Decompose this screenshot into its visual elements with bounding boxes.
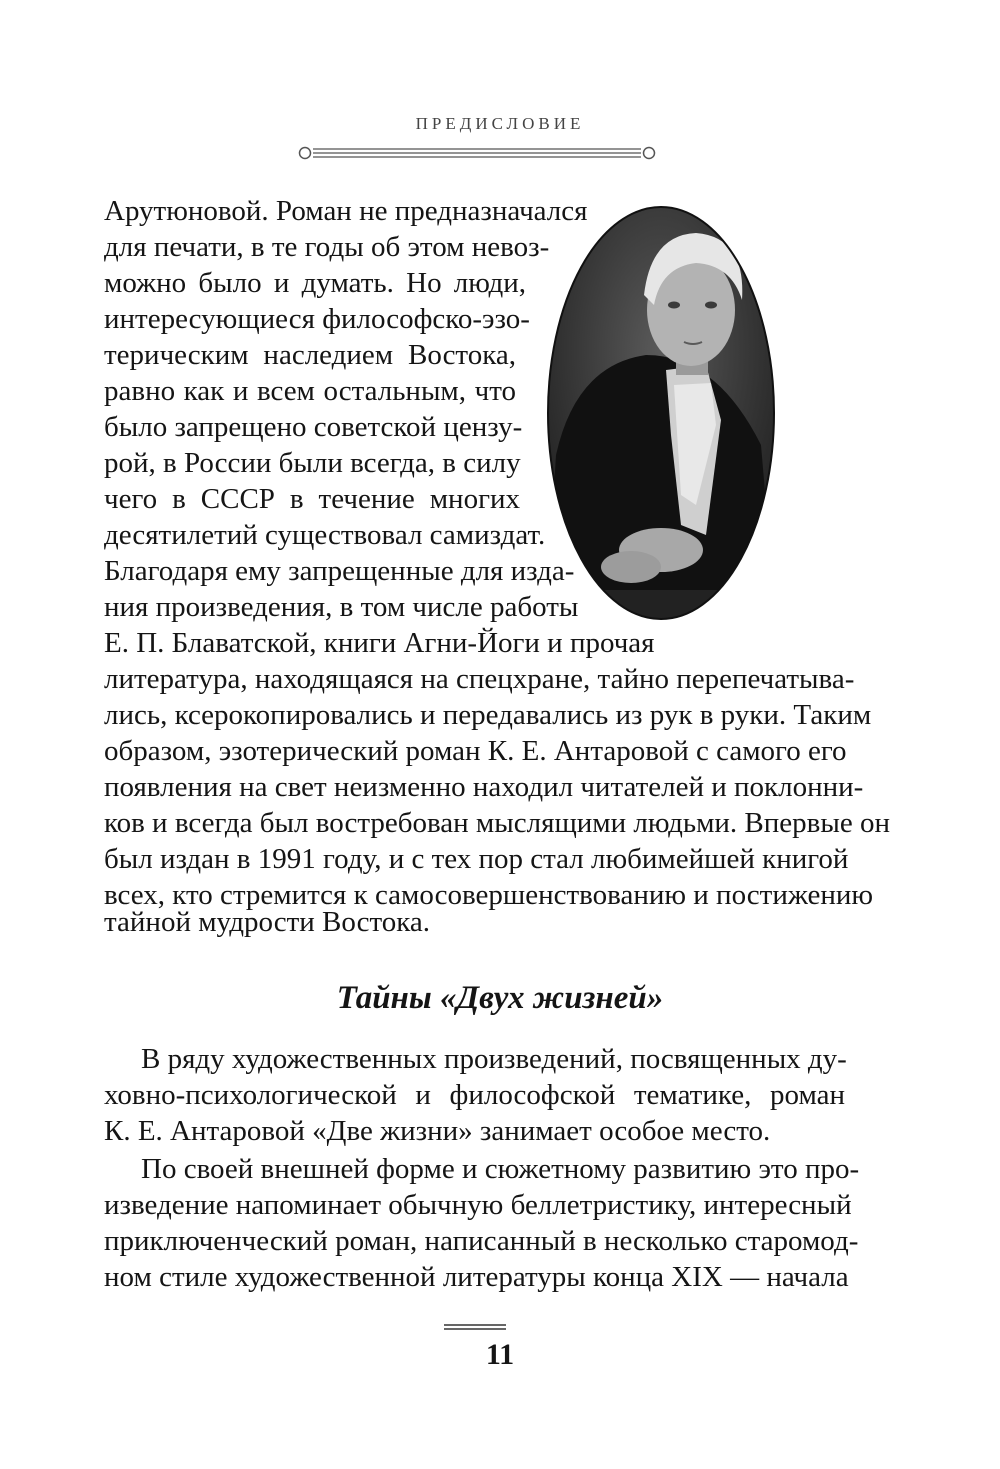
text-line: было запрещено советской цензу- xyxy=(104,411,523,443)
text-line: Благодаря ему запрещенные для изда- xyxy=(104,555,575,587)
text-line: можно было и думать. Но люди, xyxy=(104,267,526,299)
text-line: ния произведения, в том числе работы xyxy=(104,591,579,623)
text-line: образом, эзотерический роман К. Е. Антаровой с самого его xyxy=(104,735,847,767)
text-line: для печати, в те годы об этом невоз- xyxy=(104,231,550,263)
text-line: Арутюновой. Роман не предназначался xyxy=(104,195,588,227)
text-line: К. Е. Антаровой «Две жизни» занимает особое место. xyxy=(104,1115,771,1147)
text-line: был издан в 1991 году, и с тех пор стал любимейшей книгой xyxy=(104,843,849,875)
text-line: всех, кто стремится к самосовершенствованию и постижению xyxy=(104,879,874,911)
author-portrait xyxy=(546,205,776,621)
text-line: Е. П. Блаватской, книги Агни-Йоги и прочая xyxy=(104,627,655,659)
text-line: литература, находящаяся на спецхране, тайно перепечатыва- xyxy=(104,663,855,695)
page-number: 11 xyxy=(485,1338,515,1371)
text-line: В ряду художественных произведений, посвященных ду- xyxy=(141,1043,847,1075)
text-line: равно как и всем остальным, что xyxy=(104,375,516,407)
folio-rule xyxy=(444,1323,506,1331)
section-heading: Тайны «Двух жизней» xyxy=(336,980,664,1016)
ornament-divider xyxy=(296,144,658,162)
text-line: ков и всегда был востребован мыслящими людьми. Впервые он xyxy=(104,807,890,839)
text-line: терическим наследием Востока, xyxy=(104,339,516,371)
text-line: ном стиле художественной литературы конца XIX — начала xyxy=(104,1261,849,1293)
text-line: интересующиеся философско-эзо- xyxy=(104,303,530,335)
text-line: тайной мудрости Востока. xyxy=(104,906,431,938)
text-line: приключенческий роман, написанный в несколько старомод- xyxy=(104,1225,859,1257)
text-line: лись, ксерокопировались и передавались из рук в руки. Таким xyxy=(104,699,872,731)
text-line: изведение напоминает обычную беллетристику, интересный xyxy=(104,1189,852,1221)
text-line: чего в СССР в течение многих xyxy=(104,483,520,515)
running-head: ПРЕДИСЛОВИЕ xyxy=(415,114,585,133)
text-line: десятилетий существовал самиздат. xyxy=(104,519,546,551)
text-line: появления на свет неизменно находил читателей и поклонни- xyxy=(104,771,864,803)
text-line: рой, в России были всегда, в силу xyxy=(104,447,521,479)
text-line: По своей внешней форме и сюжетному развитию это про- xyxy=(141,1153,860,1185)
text-line: ховно-психологической и философской тематике, роман xyxy=(104,1079,845,1111)
